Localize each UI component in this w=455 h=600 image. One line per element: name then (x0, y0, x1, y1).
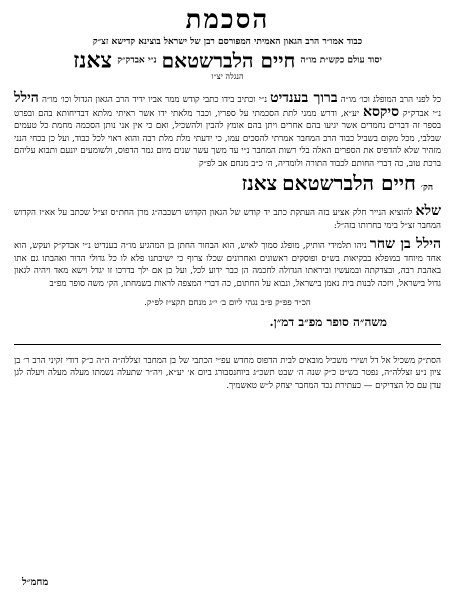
title-subtitle: כבוד אמו״ר הרב הגאון האמיתי המפורסם רבן של ישראל בוצינא קדישא זצ״ק (92, 37, 363, 47)
approbation-name-1: ברוך בענדיט (270, 89, 338, 106)
recommendation-text: ניהו תלמידי הותיק, מופלג סמוך לאיש, הוא הבחור החתן בן המהגיע מו״ה בענדיט נ״י אבדק״ק ועקש, הוא אחד מיוחד במופלא בבקיאות בש״ס ופוסקים ראשונים ואחרונים שכלו צרוף כי ישיבתנו פלא לו כל גדולי הדור ואהבתו גם אתו באהבת רבה, ובצדקתה ובמעשיו וביראתו הגדולה לחכמה הן כבר ידוע לכל, ועל כן אם ילך בדרכו זו יגדל וישא מאד ויהיה לגאון גדול בישראל, ויזכה לבנות בית נאמן בישראל, ונבוא על החתום, כה דברי המצפה לראות בשמחתו, הק׳ משה סופר מפ״ב (14, 241, 441, 289)
recommendation-lead: הילל בן שחר (369, 236, 442, 253)
approbation-text-mid-1: נ״י וכתיב בידו כתבי קודש ממר אביו ידיד הרב הגאון הגדול וכו׳ מו״ה (41, 94, 268, 105)
approbation-sig-name: חיים הלברשטאם (282, 170, 416, 195)
header-tiny-line: הנגלה יצ״ו (211, 71, 244, 81)
header-sig-name: חיים הלברשטאם (161, 48, 296, 73)
approbation-name-2: הילל (14, 89, 39, 106)
section-divider (14, 344, 441, 345)
recommendation-paragraph (14, 238, 441, 290)
page-title: הסכמת (185, 5, 270, 35)
recommendation-date: הכ״ד פפ״ק פ״ב נגהי ליום ב׳ י״ג מנחם תקצ״ז לפ״ק. (144, 297, 311, 308)
approbation-text-before: כל לפני הרב המופלג וכו׳ מו״ה (340, 94, 442, 105)
approbation-sig-city: צאנז (241, 170, 278, 195)
closing-paragraph: הסת״ק משכיל אל דל ושירי משכיל מובאים לבית הדפוס מחדש עפ״י הכתבי של בן המחבר זצללה״ה ה״ה כ״ק דודי זקיני הרב ר׳ בן ציון נ״ע זצללה״ה, נפטר בש״ט כ״ק שנה ה׳ שבט תשכ״ג ביוחנסבורג ביום א׳ יע״א, ויה״ר שתעלה נשמתו מעלה מעלה ויעלה לגן עדן עם כל הצדיקים — כעתירת נכד המחבר יצחק ל״ש טאשמיך. (14, 355, 441, 391)
header-signature (14, 47, 441, 74)
approbation-signature (14, 172, 433, 199)
header-sig-prefix: יסוד עולם כקש״ת מו״ה (300, 55, 382, 66)
approbation-city: סיקסא (362, 103, 400, 120)
approbation-sig-prefix: הק׳ (420, 182, 433, 193)
approbation-body (14, 89, 442, 170)
recommendation-signer: משה״ה סופר מפ״ב דמ״ן. (269, 314, 387, 329)
header-sig-city: צאנז (73, 47, 113, 74)
intro-paragraph (14, 202, 441, 232)
footer-note: מחמ״ל (22, 577, 49, 588)
approbation-text-mid-2: נ״י אבדק״ק (402, 108, 441, 119)
header-sig-mid: נ״י אבדק״ק (117, 55, 157, 66)
intro-text: להוציא הנייר חלק אציע בזה העתקת כתב יד קודש של הגאון הקדוש רשכבה״ג מרן החת״ס זצ״ל שכתב על אא״ז הקדוש המחבר זצ״ל בימי בחרותו בזה״ל: (14, 207, 441, 231)
intro-lead-word: שלא (415, 202, 441, 219)
approbation-text-body: יע״א, ודרש ממני לתת הסכמתי על ספריו, וכבר מלאתי ידו אשר ראיתי מלתא דבדיחותא בהם ובפרט בספר זה דברים נחמדים אשר יגיעו בהם אחרים ויתן בהם אומץ להבין ולהשכיל, ואם כי אין אני נותן הסכמה מחמת כל טעמים שבלבי, מכל מקום בשביל כבוד הרב המחבר אמרתי להסכים עמו, כי ידעתי מלת מלת רבה והוא ראוי לכל כבוד, ועל כן בכחי הנני מזהיר שלא להדפיס את הספרים האלה בלי רשות המחבר נ״י עד משך עשר שנים מיום גמר הדפוס, ולשומעים יונעם ותבוא עליהם ברכת טוב, כה דברי החותם לכבוד התורה ולומדיה, ה׳ כ״ב מנחם אב לפ״ק (14, 108, 441, 169)
